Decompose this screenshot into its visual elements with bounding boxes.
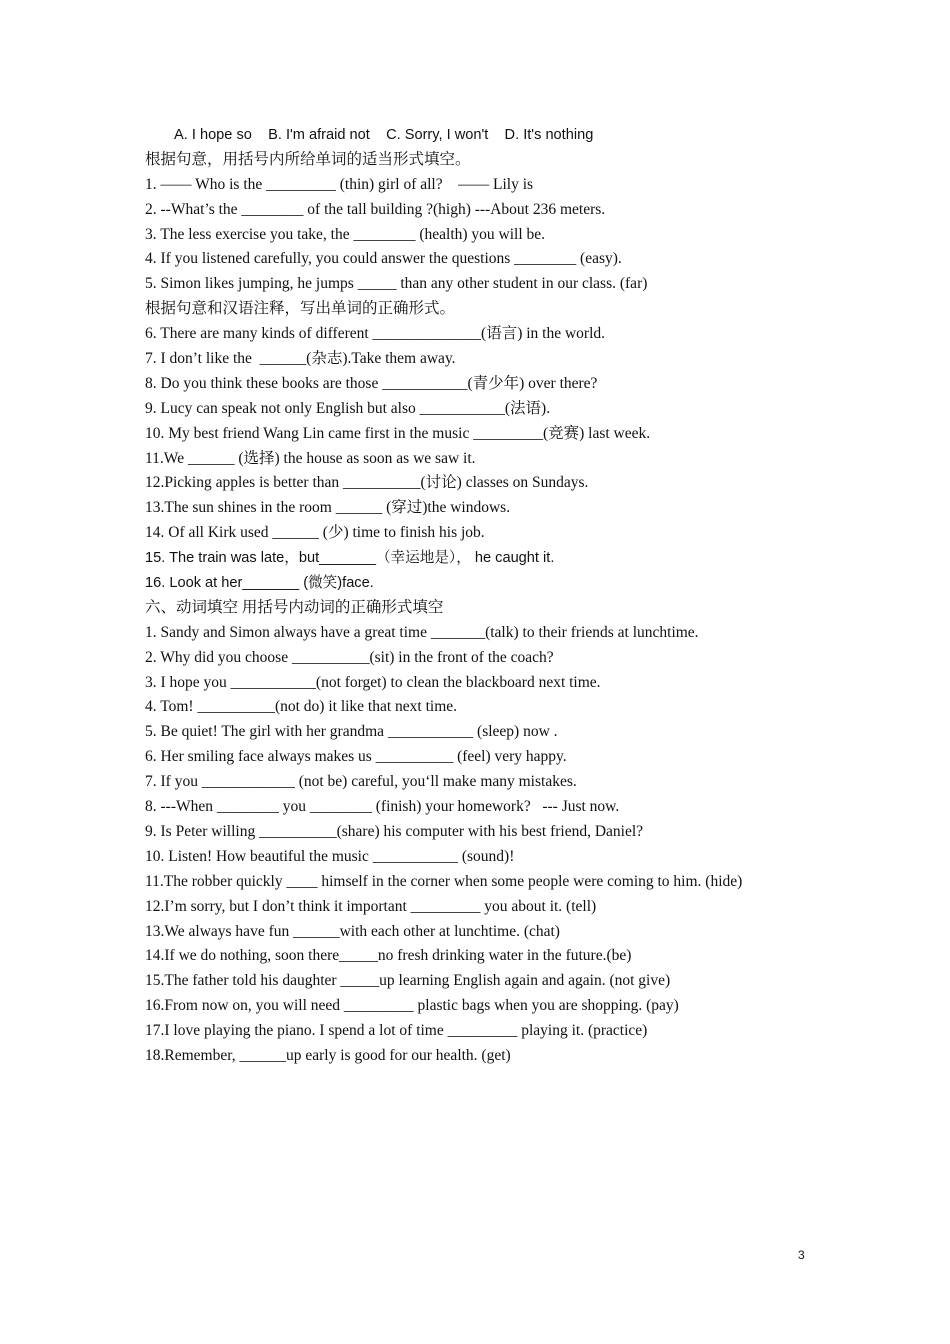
- question-line: 10. My best friend Wang Lin came first in the music _________(竞赛) last week.: [145, 424, 651, 442]
- question-line: 13.The sun shines in the room ______ (穿过)the windows.: [145, 499, 511, 517]
- question-line: 7. If you ____________ (not be) careful, you‘ll make many mistakes.: [145, 773, 577, 791]
- question-line: 12.I’m sorry, but I don’t think it important _________ you about it. (tell): [145, 897, 597, 915]
- question-line: 7. I don’t like the ______(杂志).Take them away.: [145, 350, 456, 368]
- question-line: 14.If we do nothing, soon there_____no fresh drinking water in the future.(be): [145, 947, 632, 965]
- question-line: 15. The train was late，but_______（幸运地是）， he caught it.: [145, 550, 555, 567]
- page-number: 3: [798, 1248, 805, 1262]
- question-line: 9. Lucy can speak not only English but also ___________(法语).: [145, 399, 551, 417]
- question-line: 14. Of all Kirk used ______ (少) time to finish his job.: [145, 524, 485, 542]
- question-line: 2. --What’s the ________ of the tall building ?(high) ---About 236 meters.: [145, 200, 606, 218]
- question-line: 8. Do you think these books are those ___________(青少年) over there?: [145, 374, 598, 392]
- question-line: 16. Look at her_______ (微笑)face.: [145, 575, 374, 592]
- section-instruction: 根据句意，用括号内所给单词的适当形式填空。: [145, 150, 471, 168]
- question-line: 16.From now on, you will need _________ plastic bags when you are shopping. (pay): [145, 997, 679, 1015]
- question-line: 8. ---When ________ you ________ (finish) your homework? --- Just now.: [145, 798, 620, 816]
- question-line: 13.We always have fun ______with each other at lunchtime. (chat): [145, 922, 560, 940]
- question-line: 6. Her smiling face always makes us __________ (feel) very happy.: [145, 748, 567, 766]
- question-line: 15.The father told his daughter _____up learning English again and again. (not give): [145, 972, 671, 990]
- question-line: 4. Tom! __________(not do) it like that next time.: [145, 698, 458, 716]
- question-line: 5. Simon likes jumping, he jumps _____ than any other student in our class. (far): [145, 275, 648, 293]
- question-line: 2. Why did you choose __________(sit) in the front of the coach?: [145, 648, 554, 666]
- section-instruction: 根据句意和汉语注释，写出单词的正确形式。: [145, 300, 456, 318]
- question-line: 11.The robber quickly ____ himself in the corner when some people were coming to him. (hide): [145, 872, 743, 890]
- section-heading: 六、动词填空 用括号内动词的正确形式填空: [145, 598, 444, 616]
- question-line: 3. I hope you ___________(not forget) to clean the blackboard next time.: [145, 673, 601, 691]
- question-line: 9. Is Peter willing __________(share) his computer with his best friend, Daniel?: [145, 822, 644, 840]
- question-line: 18.Remember, ______up early is good for our health. (get): [145, 1046, 511, 1064]
- question-line: 1. —— Who is the _________ (thin) girl of all? —— Lily is: [145, 175, 534, 193]
- question-line: 12.Picking apples is better than __________(讨论) classes on Sundays.: [145, 474, 589, 492]
- question-line: 6. There are many kinds of different ______________(语言) in the world.: [145, 325, 606, 343]
- question-line: 10. Listen! How beautiful the music ___________ (sound)!: [145, 847, 515, 865]
- answer-options-line: A. I hope so B. I'm afraid not C. Sorry, I won't D. It's nothing: [174, 127, 594, 143]
- question-line: 5. Be quiet! The girl with her grandma ___________ (sleep) now .: [145, 723, 558, 741]
- question-line: 11.We ______ (选择) the house as soon as we saw it.: [145, 449, 476, 467]
- question-line: 1. Sandy and Simon always have a great time _______(talk) to their friends at lunchtime.: [145, 623, 699, 641]
- question-line: 17.I love playing the piano. I spend a lot of time _________ playing it. (practice): [145, 1022, 648, 1040]
- question-line: 3. The less exercise you take, the ________ (health) you will be.: [145, 225, 546, 243]
- question-line: 4. If you listened carefully, you could answer the questions ________ (easy).: [145, 250, 622, 268]
- exercise-text: [145, 123, 845, 1069]
